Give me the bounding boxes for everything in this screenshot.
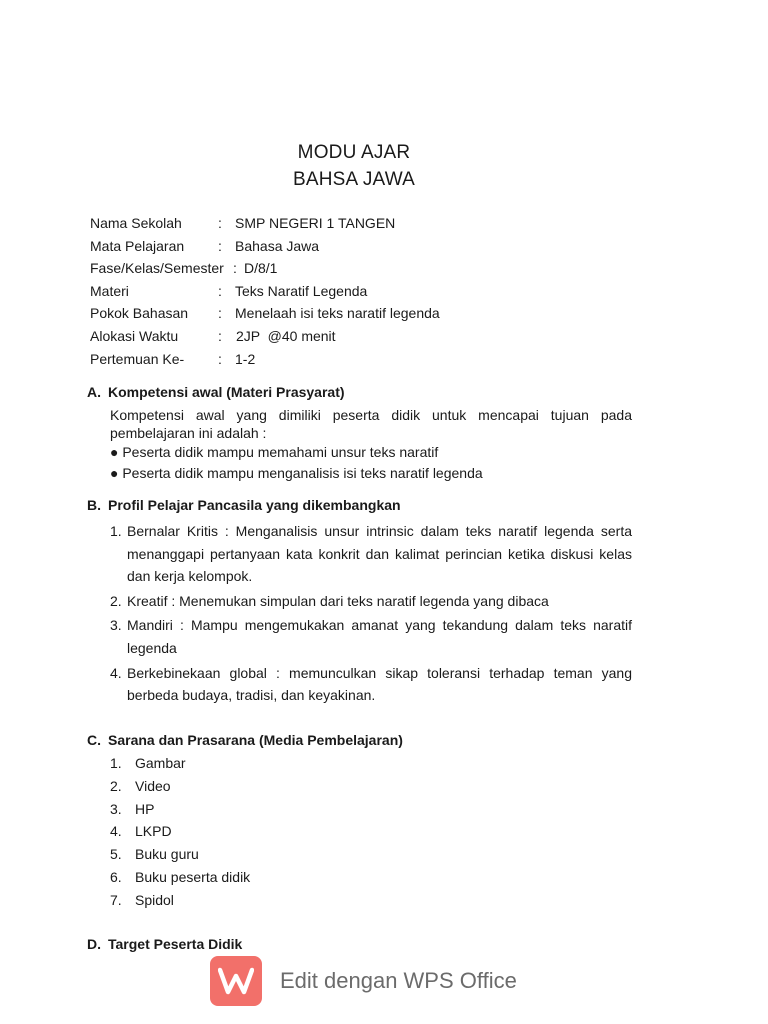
identity-label: Mata Pelajaran (90, 237, 185, 254)
identity-label: Fase/Kelas/Semester (90, 260, 224, 277)
list-text: Mandiri : Mampu mengemukakan amanat yang tekandung dalam teks naratif legenda (127, 617, 632, 656)
wps-logo-icon[interactable] (210, 956, 262, 1006)
bullet-item: ● Peserta didik mampu menganalisis isi teks naratif legenda (110, 465, 483, 481)
bullet-item: ● Peserta didik mampu memahami unsur teks naratif (110, 444, 439, 460)
identity-colon: : (218, 305, 222, 322)
identity-label: Alokasi Waktu (90, 327, 179, 344)
wps-edit-banner[interactable] (210, 956, 540, 1008)
identity-label: Materi (90, 282, 129, 299)
list-text: Spidol (135, 891, 174, 908)
identity-colon: : (218, 350, 222, 367)
list-number: 1. (110, 523, 122, 539)
document-title-line1: MODU AJAR (297, 142, 411, 163)
list-text: Buku peserta didik (135, 868, 251, 885)
list-number: 5. (110, 846, 122, 863)
list-number: 4. (110, 823, 122, 840)
section-title: Kompetensi awal (Materi Prasyarat) (108, 384, 345, 400)
list-item (110, 590, 632, 613)
wps-edit-label[interactable]: Edit dengan WPS Office (280, 968, 517, 993)
identity-colon: : (218, 237, 222, 254)
identity-label: Nama Sekolah (90, 215, 182, 231)
section-letter: D. (87, 936, 101, 952)
section-title: Sarana dan Prasarana (Media Pembelajaran) (108, 732, 403, 748)
list-text: Buku guru (135, 846, 199, 863)
list-item (110, 520, 632, 588)
section-b-heading (87, 497, 401, 513)
list-text: Gambar (135, 755, 186, 771)
identity-colon: : (218, 327, 222, 344)
list-number: 6. (110, 868, 122, 885)
section-letter: A. (87, 384, 101, 400)
section-a-paragraph: Kompetensi awal yang dimiliki peserta didik untuk mencapai tujuan pada pembelajaran ini adalah : (110, 407, 632, 441)
section-title: Target Peserta Didik (108, 936, 243, 952)
list-number: 4. (110, 664, 122, 681)
identity-value: SMP NEGERI 1 TANGEN (235, 215, 396, 231)
section-c-heading (87, 732, 403, 748)
identity-value: Bahasa Jawa (235, 237, 320, 254)
document-title-line2: BAHSA JAWA (292, 169, 415, 190)
identity-label: Pertemuan Ke- (90, 350, 185, 367)
list-item (110, 614, 632, 659)
identity-colon: : (233, 260, 237, 277)
list-text: HP (135, 800, 155, 817)
identity-colon: : (218, 215, 222, 231)
list-number: 2. (110, 592, 122, 609)
list-number: 3. (110, 617, 122, 634)
list-number: 3. (110, 800, 122, 817)
profile-list (110, 520, 632, 709)
identity-value: 1-2 (235, 350, 256, 367)
list-text: Video (135, 777, 171, 794)
list-text: Berkebinekaan global : memunculkan sikap toleransi terhadap teman yang berbeda budaya, tradisi, dan keyakinan. (127, 664, 632, 704)
identity-colon: : (218, 282, 222, 299)
section-d-heading (87, 936, 242, 952)
identity-value: Menelaah isi teks naratif legenda (235, 305, 440, 322)
identity-value: D/8/1 (244, 260, 278, 277)
identity-value: Teks Naratif Legenda (235, 282, 368, 299)
section-letter: B. (87, 497, 101, 513)
list-number: 1. (110, 755, 122, 771)
list-number: 2. (110, 777, 122, 794)
list-text: LKPD (135, 823, 172, 840)
section-title: Profil Pelajar Pancasila yang dikembangkan (108, 497, 401, 513)
list-number: 7. (110, 891, 122, 908)
identity-value: 2JP @40 menit (236, 327, 336, 344)
list-item (110, 662, 632, 707)
identity-label: Pokok Bahasan (90, 305, 189, 322)
section-a-heading (87, 384, 345, 400)
list-text: Kreatif : Menemukan simpulan dari teks naratif legenda yang dibaca (127, 592, 549, 609)
list-text: Bernalar Kritis : Menganalisis unsur intrinsic dalam teks naratif legenda serta menanggapi pertanyaan kata konkrit dan kalimat perincian ketika diskusi kelas dan kerja kelompok. (127, 523, 632, 585)
section-letter: C. (87, 732, 101, 748)
